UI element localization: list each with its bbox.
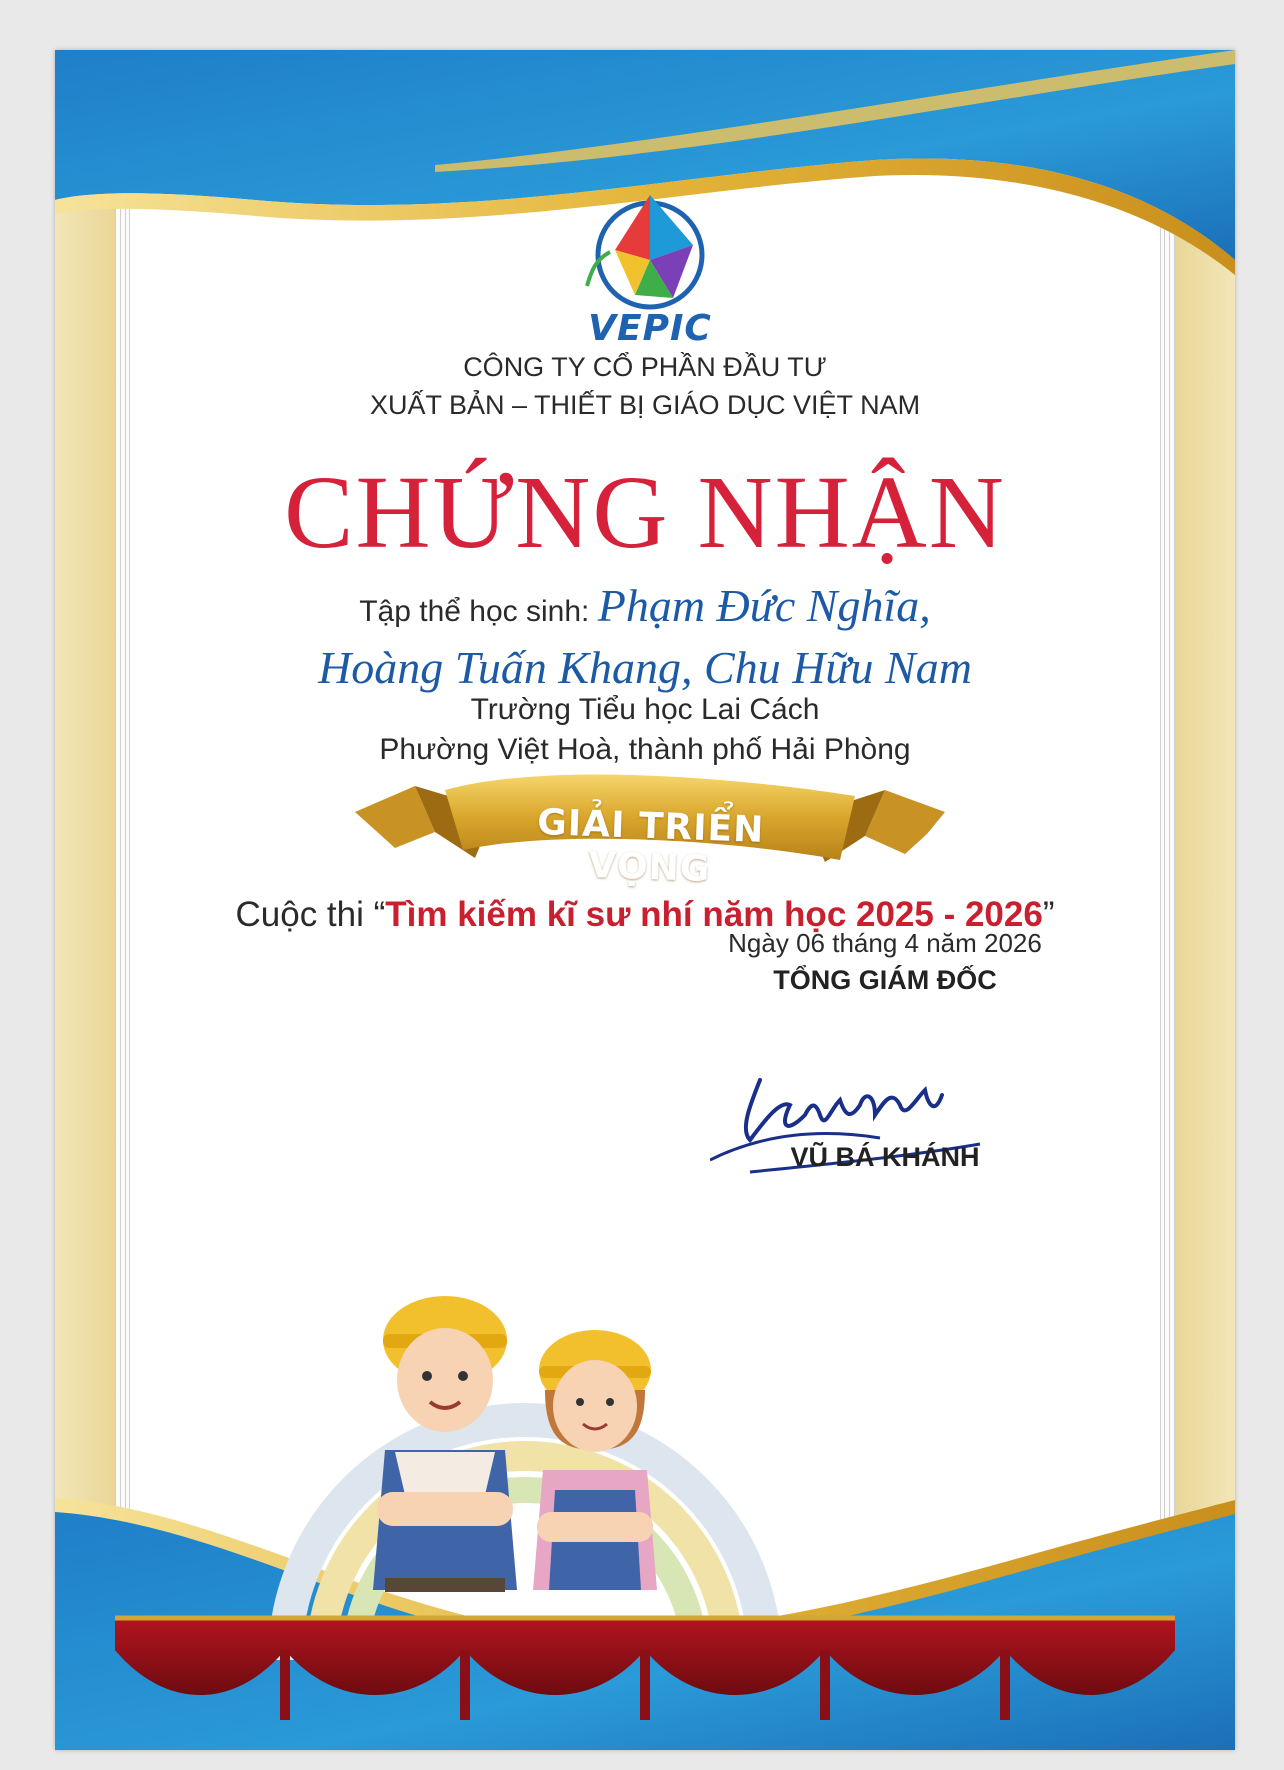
signature-block: [615, 928, 1155, 996]
vepic-logo-icon: [575, 190, 725, 320]
school-address: Phường Việt Hoà, thành phố Hải Phòng: [379, 733, 911, 766]
certificate-title-block: [55, 455, 1235, 570]
company-line-1: CÔNG TY CỔ PHẦN ĐẦU TƯ: [463, 352, 827, 382]
contest-prefix: Cuộc thi “: [235, 895, 386, 934]
recipients-line-1: [55, 578, 1235, 640]
company-line-2: XUẤT BẢN – THIẾT BỊ GIÁO DỤC VIỆT NAM: [369, 390, 921, 420]
contest-title: Tìm kiếm kĩ sư nhí năm học 2025 - 2026: [385, 895, 1043, 934]
signer-name: VŨ BÁ KHÁNH: [790, 1142, 980, 1172]
signer-role: TỔNG GIÁM ĐỐC: [773, 965, 997, 995]
recipient-names-1: Phạm Đức Nghĩa,: [597, 580, 931, 631]
certificate-title: CHỨNG NHẬN: [284, 455, 1006, 570]
school-name: Trường Tiểu học Lai Cách: [470, 693, 820, 726]
vepic-logo: [575, 190, 725, 350]
award-text: GIẢI TRIỂN VỌNG: [536, 802, 765, 891]
issue-date: Ngày 06 tháng 4 năm 2026: [728, 928, 1042, 958]
signer-block: [615, 1142, 1155, 1173]
recipients-block: [55, 578, 1235, 702]
recipient-names-2: Hoàng Tuấn Khang, Chu Hữu Nam: [318, 642, 972, 693]
stage-curtain-icon: [115, 1610, 1175, 1720]
award-ribbon: [355, 750, 945, 891]
certificate: [55, 50, 1235, 1750]
contest-suffix: ”: [1042, 895, 1055, 934]
recipient-label: Tập thể học sinh:: [359, 595, 590, 628]
company-name: [55, 348, 1235, 424]
logo-text: VEPIC: [588, 308, 712, 349]
